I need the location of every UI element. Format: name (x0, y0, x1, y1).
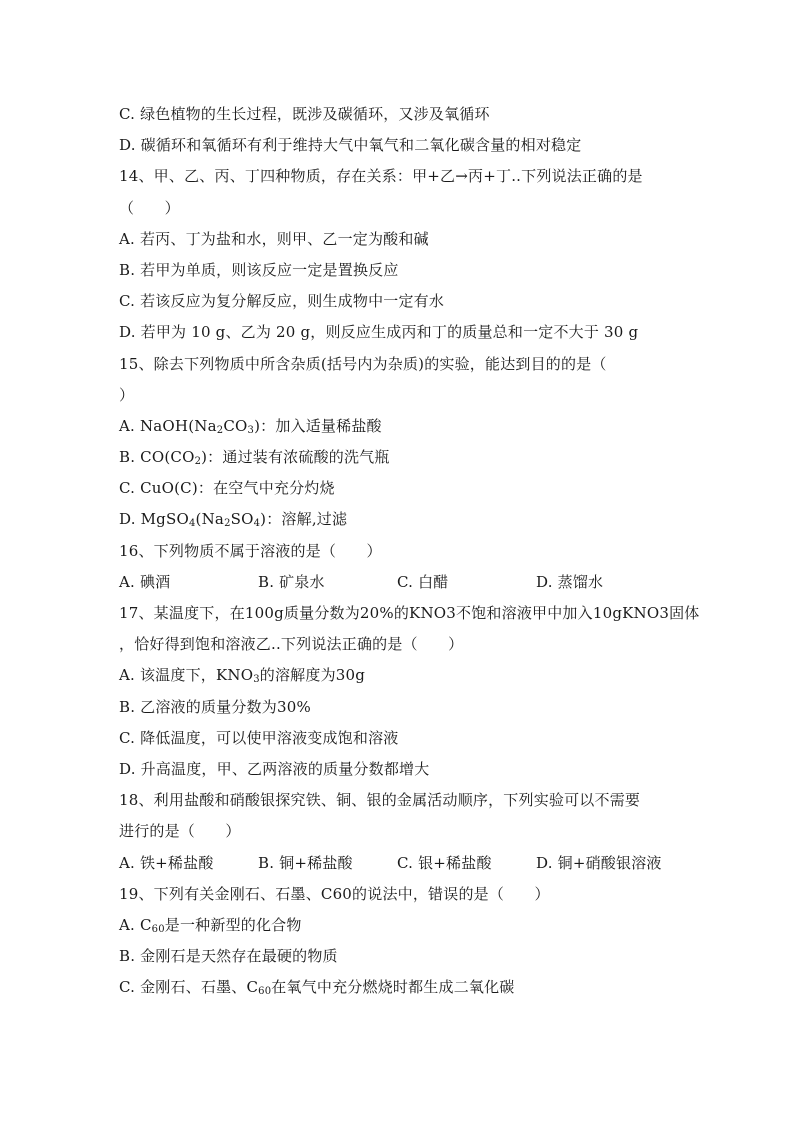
question-15-option-d (119, 504, 679, 535)
text-part: )：溶解,过滤 (260, 510, 348, 529)
question-15-option-b (119, 442, 679, 473)
question-19-option-c (119, 972, 679, 1003)
text-part: A. C (119, 915, 152, 934)
subscript: 2 (216, 424, 224, 436)
question-14-paren: （ ） (119, 198, 180, 217)
text-part: 的溶解度为30g (259, 666, 366, 685)
text-part: A. NaOH(Na (119, 416, 217, 435)
question-19-option-b: B. 金刚石是天然存在最硬的物质 (119, 947, 338, 966)
question-15-stem: 15、除去下列物质中所含杂质(括号内为杂质)的实验，能达到目的的是（ (119, 354, 607, 373)
question-16-stem: 16、下列物质不属于溶液的是（ ） (119, 541, 382, 560)
question-19-stem: 19、下列有关金刚石、石墨、C60的说法中，错误的是（ ） (119, 884, 550, 903)
question-14-option-c: C. 若该反应为复分解反应，则生成物中一定有水 (119, 292, 445, 311)
question-17-option-a (119, 660, 679, 691)
option-d-line: D. 碳循环和氧循环有利于维持大气中氧气和二氧化碳含量的相对稳定 (119, 136, 582, 155)
question-18-stem: 18、利用盐酸和硝酸银探究铁、铜、银的金属活动顺序，下列实验可以不需要 (119, 791, 641, 810)
question-17-option-b: B. 乙溶液的质量分数为30% (119, 697, 311, 716)
option-c: C. 白醋 (397, 572, 449, 591)
subscript: 2 (224, 518, 231, 530)
question-18-options (119, 848, 679, 879)
question-14-stem: 14、甲、乙、丙、丁四种物质，存在关系：甲+乙→丙+丁..下列说法正确的是 (119, 167, 643, 186)
question-17-stem-cont: ，恰好得到饱和溶液乙..下列说法正确的是（ ） (119, 635, 464, 654)
question-15-option-c: C. CuO(C)：在空气中充分灼烧 (119, 479, 335, 498)
question-18-stem-cont: 进行的是（ ） (119, 822, 241, 841)
text-part: B. CO(CO (119, 448, 195, 467)
text-part: (Na (195, 510, 225, 529)
text-part: CO (223, 416, 248, 435)
question-15-option-a (119, 411, 679, 442)
option-d: D. 蒸馏水 (536, 572, 604, 591)
option-b: B. 矿泉水 (258, 572, 325, 591)
question-19-option-a (119, 910, 679, 941)
subscript: 60 (151, 923, 165, 935)
option-b: B. 铜+稀盐酸 (258, 853, 353, 872)
question-17-option-c: C. 降低温度，可以使甲溶液变成饱和溶液 (119, 728, 399, 747)
question-text (119, 99, 700, 1003)
subscript: 60 (258, 986, 272, 998)
text-part: D. MgSO (119, 510, 189, 529)
question-14-option-b: B. 若甲为单质，则该反应一定是置换反应 (119, 260, 399, 279)
option-a: A. 铁+稀盐酸 (119, 853, 214, 872)
option-d: D. 铜+硝酸银溶液 (536, 853, 662, 872)
text-part: )：通过装有浓硫酸的洗气瓶 (201, 448, 390, 467)
text-part: C. 金刚石、石墨、C (119, 978, 259, 997)
question-15-paren: ） (119, 385, 135, 404)
question-14-option-d: D. 若甲为 10 g、乙为 20 g，则反应生成丙和丁的质量总和一定不大于 30 g (119, 323, 639, 342)
question-17-option-d: D. 升高温度，甲、乙两溶液的质量分数都增大 (119, 759, 430, 778)
subscript: 3 (253, 674, 260, 686)
text-part: 是一种新型的化合物 (164, 915, 302, 934)
text-part: )：加入适量稀盐酸 (254, 416, 382, 435)
subscript: 4 (188, 518, 196, 530)
question-16-options (119, 567, 679, 598)
question-14-option-a: A. 若丙、丁为盐和水，则甲、乙一定为酸和碱 (119, 229, 429, 248)
subscript: 3 (247, 424, 255, 436)
option-a: A. 碘酒 (119, 572, 171, 591)
text-part: SO (230, 510, 254, 529)
text-part: 在氧气中充分燃烧时都生成二氧化碳 (271, 978, 515, 997)
text-part: A. 该温度下，KNO (119, 666, 254, 685)
subscript: 2 (194, 456, 202, 468)
subscript: 4 (253, 518, 261, 530)
question-17-stem: 17、某温度下，在100g质量分数为20%的KNO3不饱和溶液甲中加入10gKNO3固体 (119, 604, 700, 622)
option-c-line: C. 绿色植物的生长过程，既涉及碳循环，又涉及氧循环 (119, 105, 490, 123)
option-c: C. 银+稀盐酸 (397, 853, 492, 872)
